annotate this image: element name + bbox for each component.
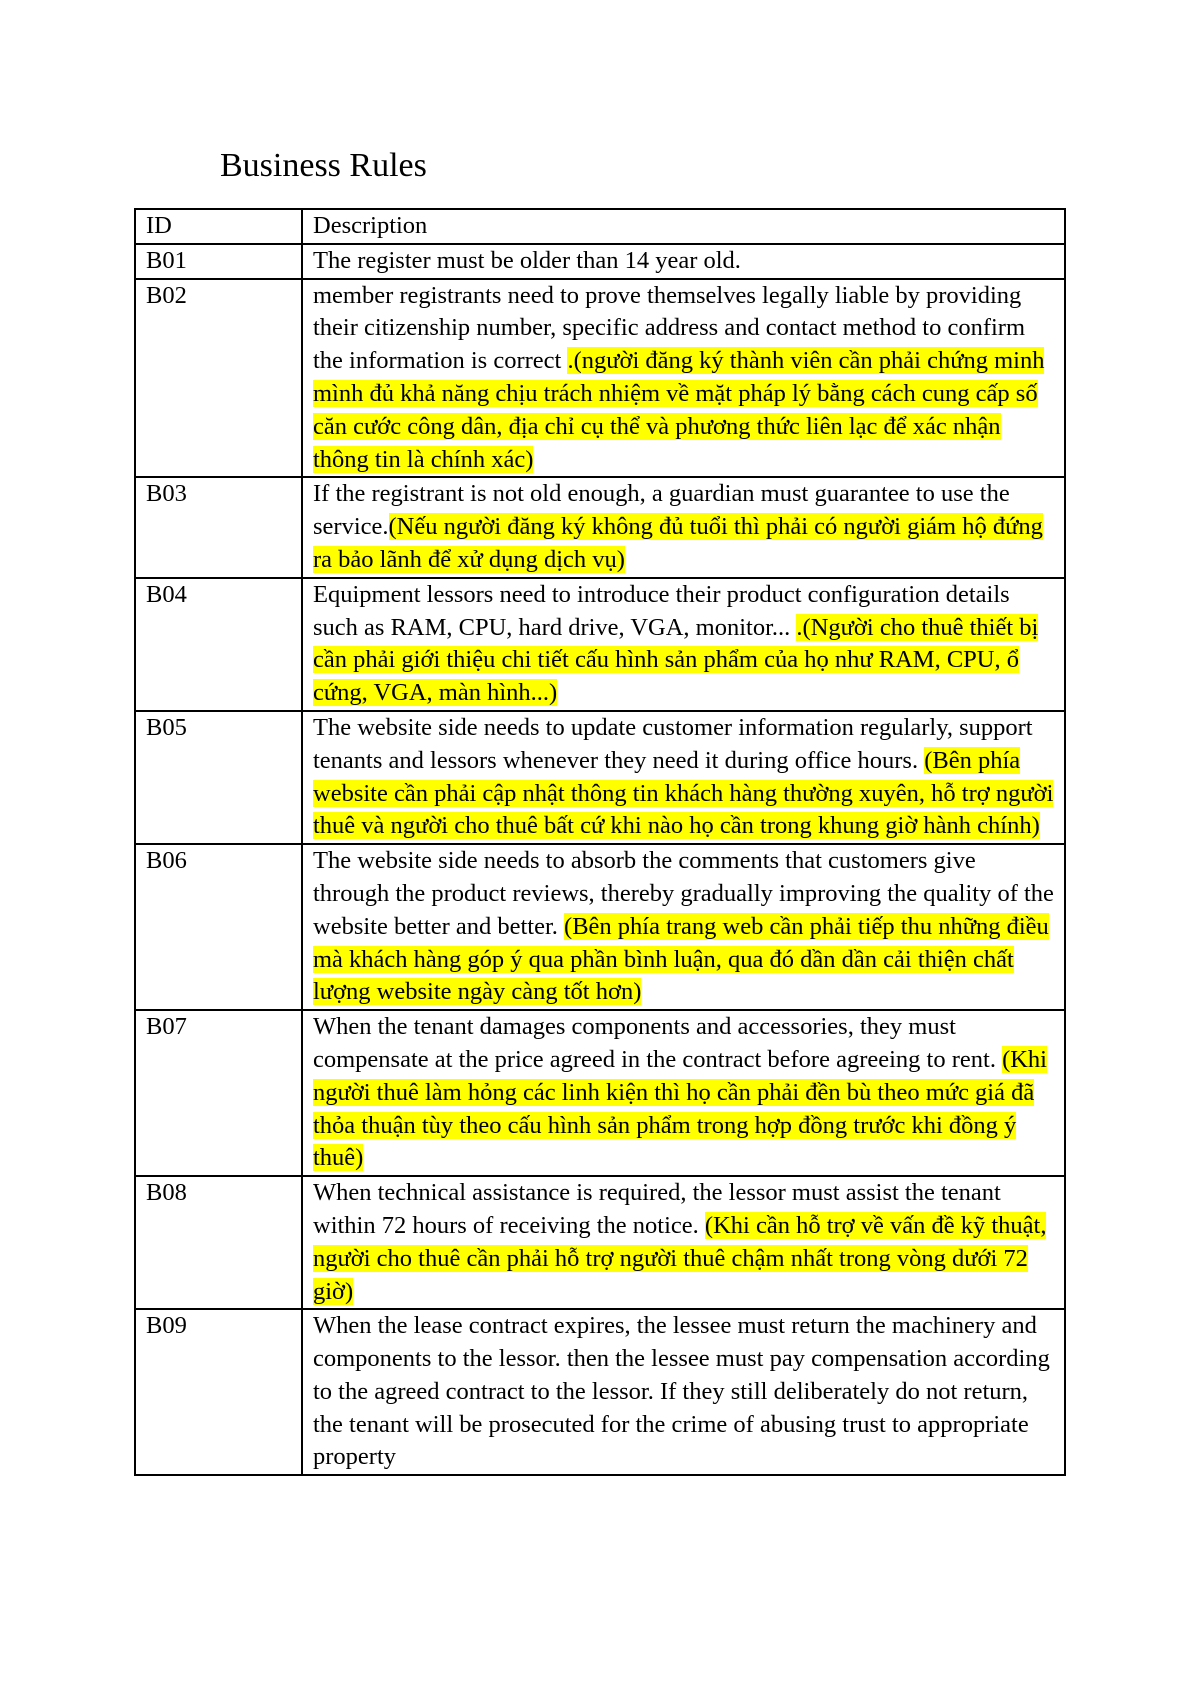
- rule-description: [302, 244, 1065, 279]
- rule-text-en: If the registrant is not old enough, a guardian must guarantee to use the service.: [313, 480, 1010, 541]
- rule-description: [302, 1176, 1065, 1309]
- rule-text-vi-highlighted: (Nếu người đăng ký không đủ tuổi thì phải có người giám hộ đứng ra bảo lãnh để xử dụng dịch vụ): [313, 513, 1043, 573]
- rule-description: [302, 1309, 1065, 1475]
- header-id: ID: [135, 209, 302, 244]
- rule-id: B05: [135, 711, 302, 844]
- rule-description: [302, 477, 1065, 577]
- business-rules-table: [134, 208, 1066, 1476]
- table-row: [135, 244, 1065, 279]
- table-row: [135, 578, 1065, 711]
- rule-id: B08: [135, 1176, 302, 1309]
- rule-text-en: The website side needs to absorb the comments that customers give through the product reviews, thereby gradually improving the quality of the website better and better.: [313, 847, 1054, 940]
- rule-text-en: When the lease contract expires, the lessee must return the machinery and components to the lessor. then the lessee must pay compensation according to the agreed contract to the lessor. If they still deliberately do not return, the tenant will be prosecuted for the crime of abusing trust to appropriate property: [313, 1312, 1050, 1471]
- rule-id: B09: [135, 1309, 302, 1475]
- rule-id: B04: [135, 578, 302, 711]
- table-row: [135, 1010, 1065, 1176]
- rule-text-vi-highlighted: (Khi người thuê làm hỏng các linh kiện thì họ cần phải đền bù theo mức giá đã thỏa thuận tùy theo cấu hình sản phẩm trong hợp đồng trước khi đồng ý thuê): [313, 1045, 1047, 1172]
- rule-text-vi-highlighted: (Khi cần hỗ trợ về vấn đề kỹ thuật, người cho thuê cần phải hỗ trợ người thuê chậm nhất trong vòng dưới 72 giờ): [313, 1211, 1047, 1305]
- rule-id: B07: [135, 1010, 302, 1176]
- rule-id: B01: [135, 244, 302, 279]
- table-row: [135, 477, 1065, 577]
- rule-text-en: When the tenant damages components and accessories, they must compensate at the price agreed in the contract before agreeing to rent.: [313, 1013, 1003, 1073]
- rule-text-en: When technical assistance is required, the lessor must assist the tenant within 72 hours of receiving the notice.: [313, 1179, 1001, 1239]
- rule-text-vi-highlighted: .(người đăng ký thành viên cần phải chứng minh mình đủ khả năng chịu trách nhiệm về mặt pháp lý bằng cách cung cấp số căn cước công dân, địa chỉ cụ thể và phương thức liên lạc để xác nhận thông tin là chính xác): [313, 347, 1045, 473]
- rule-text-vi-highlighted: (Bên phía website cần phải cập nhật thông tin khách hàng thường xuyên, hỗ trợ người thuê và người cho thuê bất cứ khi nào họ cần trong khung giờ hành chính): [313, 746, 1054, 840]
- rule-text-vi-highlighted: (Bên phía trang web cần phải tiếp thu những điều mà khách hàng góp ý qua phần bình luận, qua đó dần dần cải thiện chất lượng website ngày càng tốt hơn): [313, 912, 1049, 1006]
- header-description: Description: [302, 209, 1065, 244]
- rule-text-vi-highlighted: .(Người cho thuê thiết bị cần phải giới thiệu chi tiết cấu hình sản phẩm của họ như RAM, CPU, ổ cứng, VGA, màn hình...): [313, 613, 1039, 707]
- rule-id: B02: [135, 279, 302, 478]
- rule-text-en: The website side needs to update customer information regularly, support tenants and lessors whenever they need it during office hours.: [313, 713, 1033, 774]
- rule-id: B03: [135, 477, 302, 577]
- table-row: [135, 279, 1065, 478]
- rule-text-en: member registrants need to prove themselves legally liable by providing their citizenship number, specific address and contact method to confirm the information is correct: [313, 281, 1026, 375]
- rule-description: [302, 844, 1065, 1010]
- rule-description: [302, 279, 1065, 478]
- rule-description: [302, 578, 1065, 711]
- table-row: [135, 711, 1065, 844]
- table-row: [135, 1176, 1065, 1309]
- rule-text-en: The register must be older than 14 year old.: [313, 246, 741, 274]
- rule-text-en: Equipment lessors need to introduce their product configuration details such as RAM, CPU, hard drive, VGA, monitor...: [313, 580, 1010, 641]
- rule-id: B06: [135, 844, 302, 1010]
- table-header-row: [135, 209, 1065, 244]
- table-row: [135, 844, 1065, 1010]
- document-title: Business Rules: [220, 147, 427, 184]
- table-row: [135, 1309, 1065, 1475]
- rule-description: [302, 711, 1065, 844]
- rule-description: [302, 1010, 1065, 1176]
